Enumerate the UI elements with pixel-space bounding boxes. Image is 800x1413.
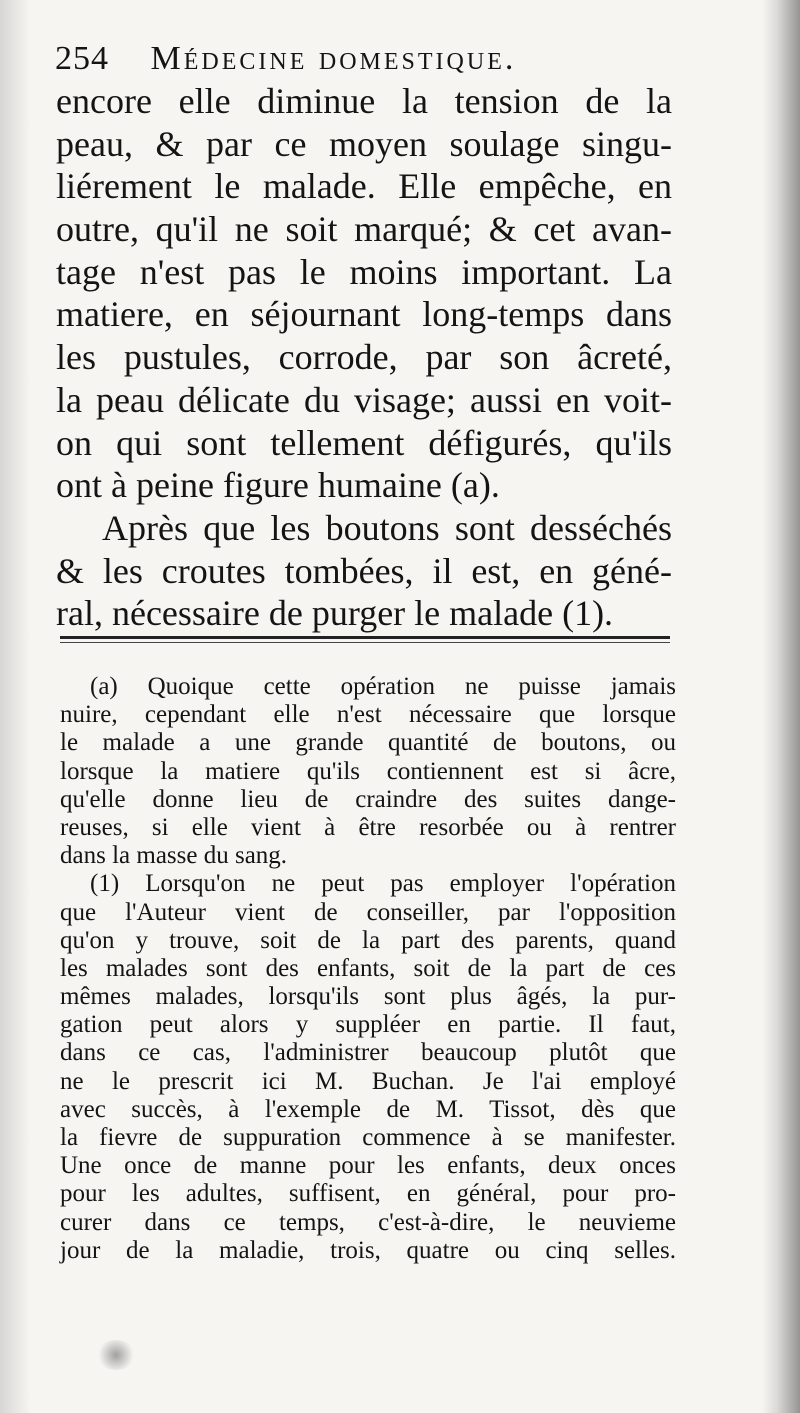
footnote-line: qu'on y trouve, soit de la part des parents, quand [60, 926, 676, 954]
text-line: ral, nécessaire de purger le malade (1). [56, 593, 614, 634]
page-gutter-shadow [762, 0, 800, 1413]
text-line: matiere, en séjournant long-temps dans [56, 294, 672, 335]
footnote-line: les malades sont des enfants, soit de la part de ces [60, 954, 676, 982]
footnote-line: qu'elle donne lieu de craindre des suites dange- [60, 785, 676, 813]
text-line: Après que les boutons sont desséchés [102, 507, 672, 548]
text-line: encore elle diminue la tension de la [56, 81, 672, 121]
footnote-line: pour les adultes, suffisent, en général, pour pro- [60, 1180, 676, 1208]
footnote-line: jour de la maladie, trois, quatre ou cinq selles. [60, 1236, 676, 1264]
text-line: & les croutes tombées, il est, en géné- [56, 550, 672, 591]
text-line: outre, qu'il ne soit marqué; & cet avan- [56, 209, 672, 250]
text-line: la peau délicate du visage; aussi en voit- [56, 379, 672, 420]
footnote-rule [60, 636, 670, 639]
footnote-rule-thin [60, 642, 670, 643]
footnote-line: dans ce cas, l'administrer beaucoup plutôt que [60, 1039, 676, 1067]
text-line: les pustules, corrode, par son âcreté, [56, 337, 672, 378]
text-line: peau, & par ce moyen soulage singu- [56, 123, 672, 164]
text-line: liérement le malade. Elle empêche, en [56, 166, 672, 207]
page-number: 254 [55, 40, 109, 77]
footnote-line: gation peut alors y suppléer en partie. Il faut, [60, 1011, 676, 1039]
footnote-line: Une once de manne pour les enfants, deux onces [60, 1152, 676, 1180]
running-title: Médecine domestique. [150, 40, 517, 77]
text-line: tage n'est pas le moins important. La [56, 251, 672, 292]
footnote-line: (a) Quoique cette opération ne puisse jamais [90, 673, 676, 700]
main-text [56, 80, 672, 635]
footnote-line: nuire, cependant elle n'est nécessaire que lorsque [60, 701, 676, 729]
footnotes [60, 673, 676, 1265]
footnote-line: dans la masse du sang. [60, 842, 288, 870]
footnote-line: reuses, si elle vient à être resorbée ou à rentrer [60, 813, 676, 841]
footnote-line: mêmes malades, lorsqu'ils sont plus âgés, la pur- [60, 983, 676, 1011]
footnote-line: le malade a une grande quantité de boutons, ou [60, 729, 676, 757]
footnote-line: avec succès, à l'exemple de M. Tissot, dès que [60, 1095, 676, 1123]
footnote-line: que l'Auteur vient de conseiller, par l'opposition [60, 898, 676, 926]
page-left-shadow [0, 0, 30, 1413]
ink-smudge [96, 1340, 136, 1370]
text-line: on qui sont tellement défigurés, qu'ils [56, 422, 672, 463]
footnote-line: lorsque la matiere qu'ils contiennent est si âcre, [60, 757, 676, 785]
footnote-line: curer dans ce temps, c'est-à-dire, le neuvieme [60, 1208, 676, 1236]
footnote-line: la fievre de suppuration commence à se manifester. [60, 1124, 676, 1151]
footnote-line: (1) Lorsqu'on ne peut pas employer l'opération [90, 870, 676, 898]
text-line: ont à peine figure humaine (a). [56, 465, 500, 506]
footnote-line: ne le prescrit ici M. Buchan. Je l'ai employé [60, 1067, 676, 1095]
